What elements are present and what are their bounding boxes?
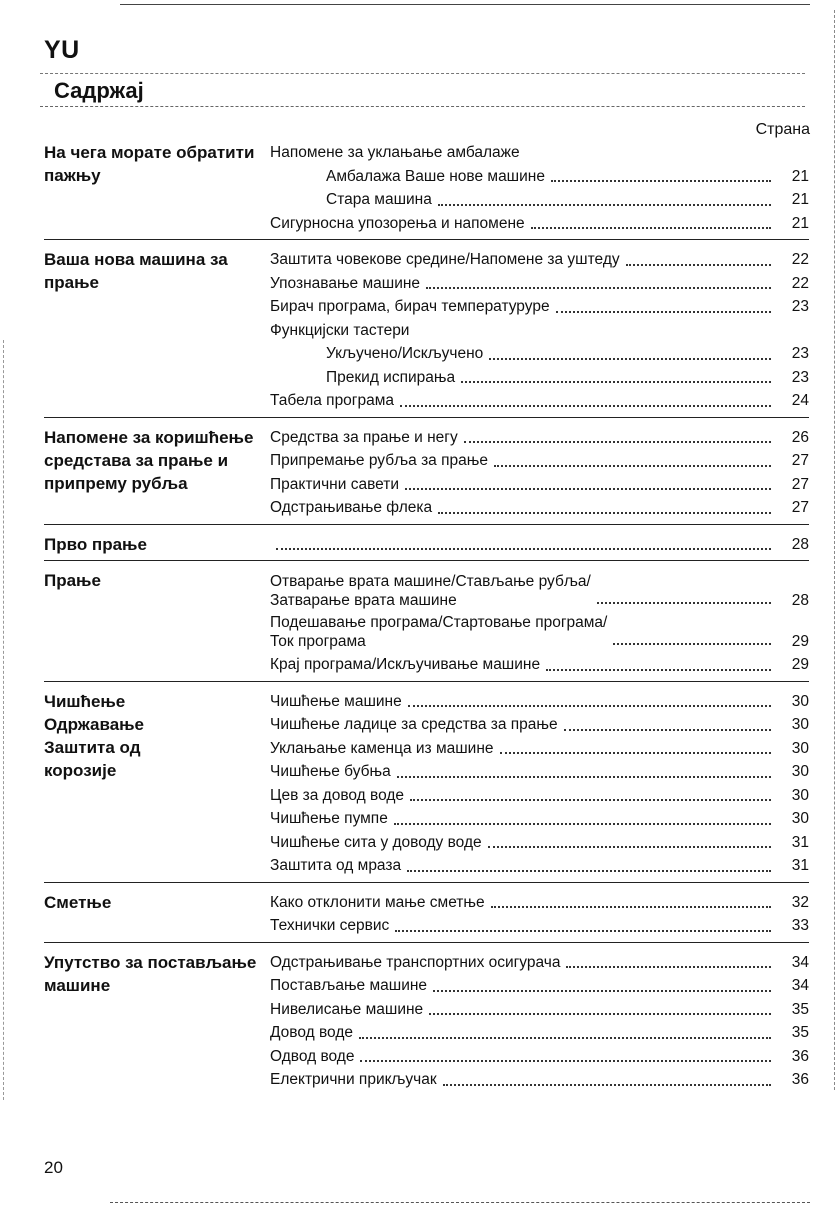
toc-entry[interactable] bbox=[270, 854, 809, 878]
entry-page-number: 33 bbox=[791, 917, 809, 934]
dot-leader bbox=[438, 204, 771, 206]
entry-label: Електрични прикључак bbox=[270, 1071, 437, 1088]
toc-entry[interactable] bbox=[270, 713, 809, 737]
entry-page-number: 24 bbox=[791, 392, 809, 409]
dot-leader bbox=[407, 870, 771, 872]
dot-leader bbox=[461, 381, 771, 383]
entry-page-number: 30 bbox=[791, 739, 809, 757]
dot-leader bbox=[597, 602, 771, 604]
entry-label: Заштита човекове средине/Напомене за уштеду bbox=[270, 251, 620, 268]
dot-leader bbox=[489, 358, 771, 360]
entry-page-number: 30 bbox=[791, 786, 809, 804]
toc-entry[interactable] bbox=[270, 951, 809, 975]
entry-page-number: 32 bbox=[791, 893, 809, 911]
dot-leader bbox=[397, 776, 771, 778]
entry-list bbox=[270, 690, 809, 878]
dot-leader bbox=[400, 405, 771, 407]
dot-leader bbox=[276, 548, 771, 550]
entry-label-line: Подешавање програма/Стартовање програма/ bbox=[270, 614, 608, 631]
entry-label: Сигурносна упозорења и напомене bbox=[270, 214, 525, 232]
dot-leader bbox=[426, 287, 771, 289]
section-title: Прво прање bbox=[44, 534, 147, 554]
entry-page-number: 22 bbox=[791, 251, 809, 268]
toc-entry[interactable] bbox=[270, 366, 809, 390]
toc-entry[interactable] bbox=[270, 807, 809, 831]
toc-entry[interactable] bbox=[270, 613, 809, 651]
entry-page-number: 22 bbox=[791, 274, 809, 292]
toc-entry[interactable] bbox=[270, 653, 809, 677]
toc-section bbox=[44, 951, 809, 1096]
toc-entry[interactable] bbox=[270, 426, 809, 450]
dot-leader bbox=[556, 311, 771, 313]
dot-leader bbox=[551, 180, 771, 182]
entry-page-number: 31 bbox=[791, 857, 809, 874]
toc-section bbox=[44, 141, 809, 240]
toc-section bbox=[44, 248, 809, 418]
entry-label: Чишћење бубња bbox=[270, 763, 391, 780]
entry-label-line: Ток програма bbox=[270, 633, 366, 650]
section-title bbox=[44, 690, 270, 878]
toc-entry[interactable] bbox=[270, 212, 809, 236]
dot-leader bbox=[500, 752, 771, 754]
entry-page-number: 29 bbox=[791, 656, 809, 673]
toc-entry[interactable] bbox=[270, 248, 809, 272]
dot-leader bbox=[566, 966, 771, 968]
toc-entry[interactable] bbox=[270, 572, 809, 610]
entry-label: Напомене за уклањање амбалаже bbox=[270, 144, 520, 161]
entry-label: Чишћење машине bbox=[270, 692, 402, 710]
toc-entry[interactable] bbox=[270, 188, 809, 212]
entry-label: Амбалажа Ваше нове машине bbox=[326, 167, 545, 185]
entry-page-number: 29 bbox=[791, 633, 809, 650]
entry-list bbox=[270, 891, 809, 938]
toc-entry[interactable] bbox=[270, 141, 809, 165]
entry-page-number: 30 bbox=[791, 763, 809, 780]
entry-label: Функцијски тастери bbox=[270, 321, 410, 339]
toc-section bbox=[44, 533, 809, 562]
entry-label: Бирач програма, бирач температуруре bbox=[270, 298, 550, 315]
toc-section bbox=[44, 569, 809, 682]
title-box bbox=[40, 73, 805, 107]
dot-leader bbox=[464, 441, 771, 443]
entry-page-number: 27 bbox=[791, 499, 809, 516]
entry-page-number: 30 bbox=[791, 716, 809, 733]
entry-list bbox=[270, 426, 809, 520]
toc-entry[interactable] bbox=[270, 295, 809, 319]
scan-edge-left bbox=[3, 340, 4, 1100]
table-of-contents bbox=[44, 141, 809, 1104]
page-column-label: Страна bbox=[755, 121, 810, 138]
entry-label: Практични савети bbox=[270, 475, 399, 493]
section-title-line: Заштита од bbox=[44, 737, 141, 757]
entry-page-number: 26 bbox=[791, 428, 809, 446]
dot-leader bbox=[408, 705, 771, 707]
section-title: На чега морате обратити пажњу bbox=[44, 143, 255, 185]
entry-label: Довод воде bbox=[270, 1024, 353, 1041]
toc-entry[interactable] bbox=[270, 760, 809, 784]
entry-page-number: 27 bbox=[791, 475, 809, 493]
entry-list bbox=[270, 248, 809, 413]
entry-label: Табела програма bbox=[270, 392, 394, 409]
entry-list bbox=[270, 141, 809, 235]
dot-leader bbox=[626, 264, 771, 266]
toc-entry[interactable] bbox=[270, 533, 809, 557]
toc-section bbox=[44, 690, 809, 883]
scan-edge-right bbox=[834, 10, 835, 1090]
toc-entry[interactable] bbox=[270, 473, 809, 497]
toc-section bbox=[44, 891, 809, 943]
dot-leader bbox=[433, 990, 771, 992]
entry-label: Постављање машине bbox=[270, 977, 428, 994]
language-code: YU bbox=[44, 36, 80, 64]
toc-entry[interactable] bbox=[270, 737, 809, 761]
toc-section bbox=[44, 426, 809, 525]
scan-edge-top bbox=[120, 4, 810, 5]
section-title-line: Одржавање bbox=[44, 714, 145, 734]
dot-leader bbox=[394, 823, 771, 825]
page-number: 20 bbox=[44, 1158, 63, 1177]
dot-leader bbox=[443, 1084, 771, 1086]
entry-page-number: 36 bbox=[791, 1047, 809, 1065]
entry-page-number: 34 bbox=[791, 953, 809, 971]
section-title: Сметње bbox=[44, 892, 112, 912]
entry-list bbox=[270, 569, 809, 677]
section-title-line: Чишћење bbox=[44, 691, 126, 711]
dot-leader bbox=[429, 1013, 771, 1015]
entry-label: Технички сервис bbox=[270, 917, 390, 934]
entry-page-number: 31 bbox=[791, 833, 809, 851]
toc-entry[interactable] bbox=[270, 342, 809, 366]
toc-entry[interactable] bbox=[270, 389, 809, 413]
entry-label-line: Отварање врата машине/Стављање рубља/ bbox=[270, 573, 591, 590]
entry-label: Упознавање машине bbox=[270, 274, 421, 292]
entry-label: Прекид испирања bbox=[326, 368, 456, 386]
scan-edge-bottom bbox=[110, 1202, 810, 1203]
entry-list bbox=[270, 951, 809, 1092]
entry-page-number: 30 bbox=[791, 692, 809, 710]
dot-leader bbox=[494, 465, 771, 467]
entry-label: Одстрањивање транспортних осигурача bbox=[270, 953, 561, 971]
entry-label: Одвод воде bbox=[270, 1047, 355, 1065]
toc-entry[interactable] bbox=[270, 449, 809, 473]
dot-leader bbox=[531, 227, 771, 229]
entry-label: Заштита од мраза bbox=[270, 857, 402, 874]
dot-leader bbox=[613, 643, 771, 645]
entry-page-number: 30 bbox=[791, 810, 809, 827]
dot-leader bbox=[488, 846, 771, 848]
entry-page-number: 21 bbox=[791, 214, 809, 232]
section-title: Упутство за постављање машине bbox=[44, 952, 257, 995]
entry-page-number: 28 bbox=[791, 535, 809, 553]
toc-entry[interactable] bbox=[270, 496, 809, 520]
dot-leader bbox=[546, 669, 771, 671]
entry-page-number: 35 bbox=[791, 1000, 809, 1018]
dot-leader bbox=[438, 512, 771, 514]
entry-label: Чишћење сита у доводу воде bbox=[270, 833, 482, 851]
entry-page-number: 28 bbox=[791, 592, 809, 609]
entry-page-number: 36 bbox=[791, 1071, 809, 1088]
toc-entry[interactable] bbox=[270, 998, 809, 1022]
toc-entry[interactable] bbox=[270, 272, 809, 296]
section-title: Прање bbox=[44, 571, 101, 590]
entry-label: Укључено/Искључено bbox=[326, 345, 484, 362]
toc-entry[interactable] bbox=[270, 1068, 809, 1092]
toc-entry[interactable] bbox=[270, 165, 809, 189]
toc-entry[interactable] bbox=[270, 319, 809, 343]
dot-leader bbox=[410, 799, 771, 801]
entry-label bbox=[270, 613, 607, 651]
entry-label-line: Затварање врата машине bbox=[270, 592, 457, 609]
toc-entry[interactable] bbox=[270, 831, 809, 855]
section-title: Ваша нова машина за прање bbox=[44, 250, 228, 292]
entry-label: Уклањање каменца из машине bbox=[270, 739, 494, 757]
entry-page-number: 21 bbox=[791, 191, 809, 208]
toc-entry[interactable] bbox=[270, 974, 809, 998]
entry-label: Стара машина bbox=[326, 191, 432, 208]
dot-leader bbox=[564, 729, 771, 731]
toc-entry[interactable] bbox=[270, 784, 809, 808]
entry-label: Чишћење пумпе bbox=[270, 810, 388, 827]
toc-entry[interactable] bbox=[270, 1045, 809, 1069]
toc-entry[interactable] bbox=[270, 1021, 809, 1045]
dot-leader bbox=[360, 1060, 771, 1062]
dot-leader bbox=[395, 930, 771, 932]
entry-page-number: 35 bbox=[791, 1024, 809, 1041]
entry-label: Припремање рубља за прање bbox=[270, 452, 488, 469]
entry-label bbox=[270, 572, 591, 610]
entry-page-number: 23 bbox=[791, 368, 809, 386]
entry-label: Крај програма/Искључивање машине bbox=[270, 656, 541, 673]
dot-leader bbox=[359, 1037, 771, 1039]
entry-label: Како отклонити мање сметње bbox=[270, 893, 485, 911]
page-title: Садржај bbox=[54, 78, 144, 103]
entry-label: Одстрањивање флека bbox=[270, 499, 433, 516]
entry-label: Средства за прање и негу bbox=[270, 428, 458, 446]
entry-label: Нивелисање машине bbox=[270, 1000, 424, 1018]
entry-page-number: 34 bbox=[791, 977, 809, 994]
entry-label: Чишћење ладице за средства за прање bbox=[270, 716, 558, 733]
entry-page-number: 23 bbox=[791, 345, 809, 362]
toc-entry[interactable] bbox=[270, 891, 809, 915]
entry-list bbox=[270, 533, 809, 557]
entry-page-number: 21 bbox=[791, 167, 809, 185]
toc-entry[interactable] bbox=[270, 690, 809, 714]
entry-page-number: 27 bbox=[791, 452, 809, 469]
toc-entry[interactable] bbox=[270, 914, 809, 938]
entry-page-number: 23 bbox=[791, 298, 809, 315]
dot-leader bbox=[405, 488, 771, 490]
dot-leader bbox=[491, 906, 771, 908]
section-title-line: корозије bbox=[44, 760, 117, 780]
section-title: Напомене за коришћење средстава за прање и припрему рубља bbox=[44, 427, 254, 493]
entry-label: Цев за довод воде bbox=[270, 786, 405, 804]
